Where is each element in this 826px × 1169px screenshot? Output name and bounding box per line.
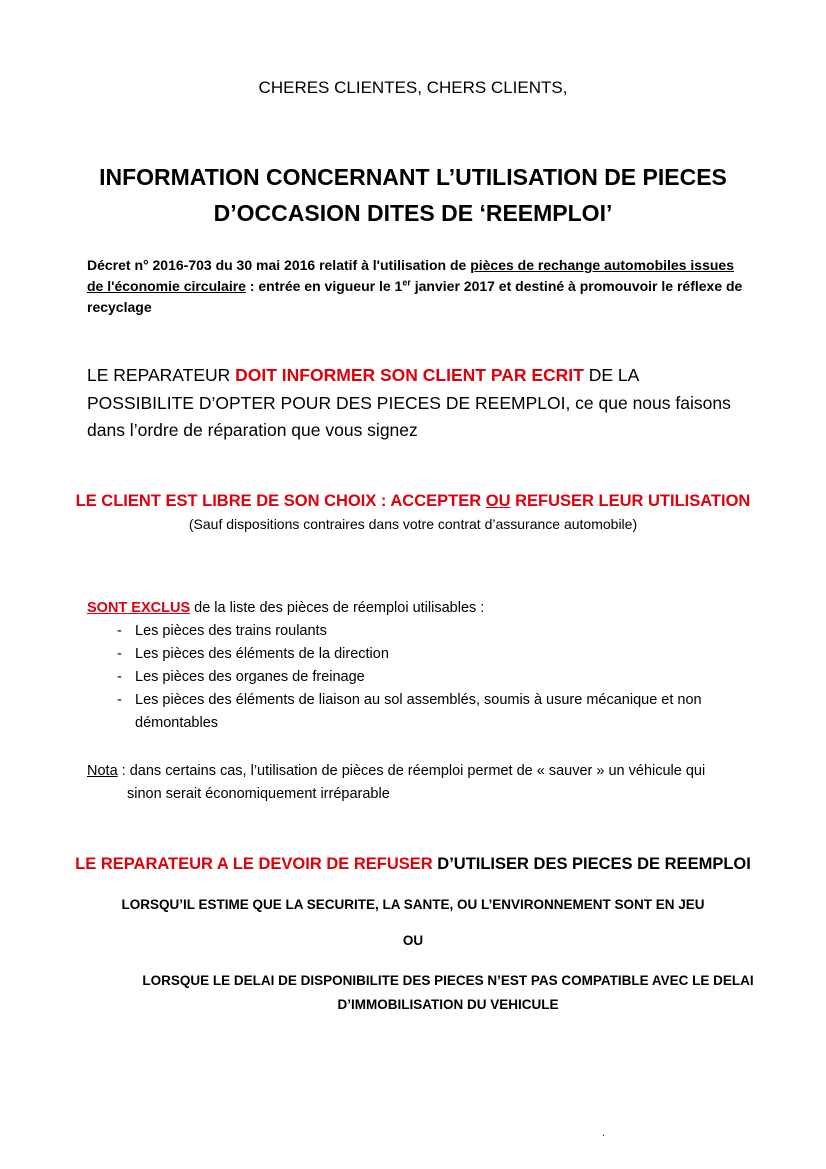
choice-ou: OU <box>485 492 511 510</box>
dash-bullet: - <box>117 646 122 662</box>
list-item <box>87 666 747 689</box>
information-paragraph <box>87 362 747 445</box>
list-item-text: Les pièces des organes de freinage <box>135 669 365 685</box>
decree-reference <box>87 255 752 318</box>
client-choice-note: (Sauf dispositions contraires dans votre contrat d’assurance automobile) <box>188 516 638 532</box>
list-item <box>87 643 747 666</box>
condition-delay: LORSQUE LE DELAI DE DISPONIBILITE DES PIECES N’EST PAS COMPATIBLE AVEC LE DELAI D’IMMOBILISATION DU VEHICULE <box>142 973 754 1012</box>
excluded-label: SONT EXCLUS <box>87 600 191 616</box>
list-item <box>87 689 747 735</box>
dash-bullet: - <box>117 669 122 685</box>
excluded-intro-text: de la liste des pièces de réemploi utilisables : <box>190 600 485 616</box>
page-title-line-1: INFORMATION CONCERNANT L’UTILISATION DE PIECES <box>99 164 727 190</box>
decree-superscript: er <box>402 277 411 288</box>
or-separator: OU <box>402 933 424 948</box>
nota-paragraph <box>87 760 747 806</box>
excluded-intro <box>87 597 747 620</box>
condition-safety: LORSQU’IL ESTIME QUE LA SECURITE, LA SANTE, OU L’ENVIRONNEMENT SONT EN JEU <box>121 897 705 912</box>
list-item-text: Les pièces des éléments de la direction <box>135 646 389 662</box>
duty-emphasis: LE REPARATEUR A LE DEVOIR DE REFUSER <box>75 855 433 873</box>
salutation: CHERES CLIENTES, CHERS CLIENTS, <box>258 78 568 97</box>
decree-text-2: : entrée en vigueur le 1 <box>245 278 403 294</box>
list-item-text: Les pièces des éléments de liaison au sol assemblés, soumis à usure mécanique et non démontables <box>135 692 702 731</box>
client-choice-heading <box>0 492 826 511</box>
list-item-text: Les pièces des trains roulants <box>135 623 327 639</box>
info-text-1: LE REPARATEUR <box>87 365 236 385</box>
excluded-parts-section <box>87 597 747 735</box>
info-text-2: DE LA POSSIBILITE D’OPTER POUR DES PIECES DE REEMPLOI, ce que nous faisons dans l’ordre de réparation que vous signez <box>87 365 731 440</box>
info-emphasis: DOIT INFORMER SON CLIENT PAR ECRIT <box>235 365 584 385</box>
duty-rest: D’UTILISER DES PIECES DE REEMPLOI <box>432 855 751 873</box>
dash-bullet: - <box>117 692 122 708</box>
nota-line-2: sinon serait économiquement irréparable <box>127 786 390 802</box>
decree-text-3: janvier 2017 et destiné à promouvoir le réflexe de recyclage <box>87 278 743 315</box>
repairer-duty-heading <box>0 855 826 874</box>
choice-text-1: LE CLIENT EST LIBRE DE SON CHOIX : ACCEPTER <box>75 492 486 510</box>
dash-bullet: - <box>117 623 122 639</box>
decree-text-1: Décret n° 2016-703 du 30 mai 2016 relatif à l'utilisation de <box>87 257 471 273</box>
decree-underlined-text: pièces de rechange automobiles issues de l'économie circulaire <box>87 257 734 294</box>
excluded-list <box>87 620 747 735</box>
footer-mark: . <box>602 1128 605 1139</box>
choice-text-2: REFUSER LEUR UTILISATION <box>510 492 751 510</box>
list-item <box>87 620 747 643</box>
page-title-line-2: D’OCCASION DITES DE ‘REEMPLOI’ <box>213 200 613 226</box>
nota-line-1: : dans certains cas, l’utilisation de pièces de réemploi permet de « sauver » un véhicule qui <box>117 763 706 779</box>
nota-label: Nota <box>87 763 118 779</box>
